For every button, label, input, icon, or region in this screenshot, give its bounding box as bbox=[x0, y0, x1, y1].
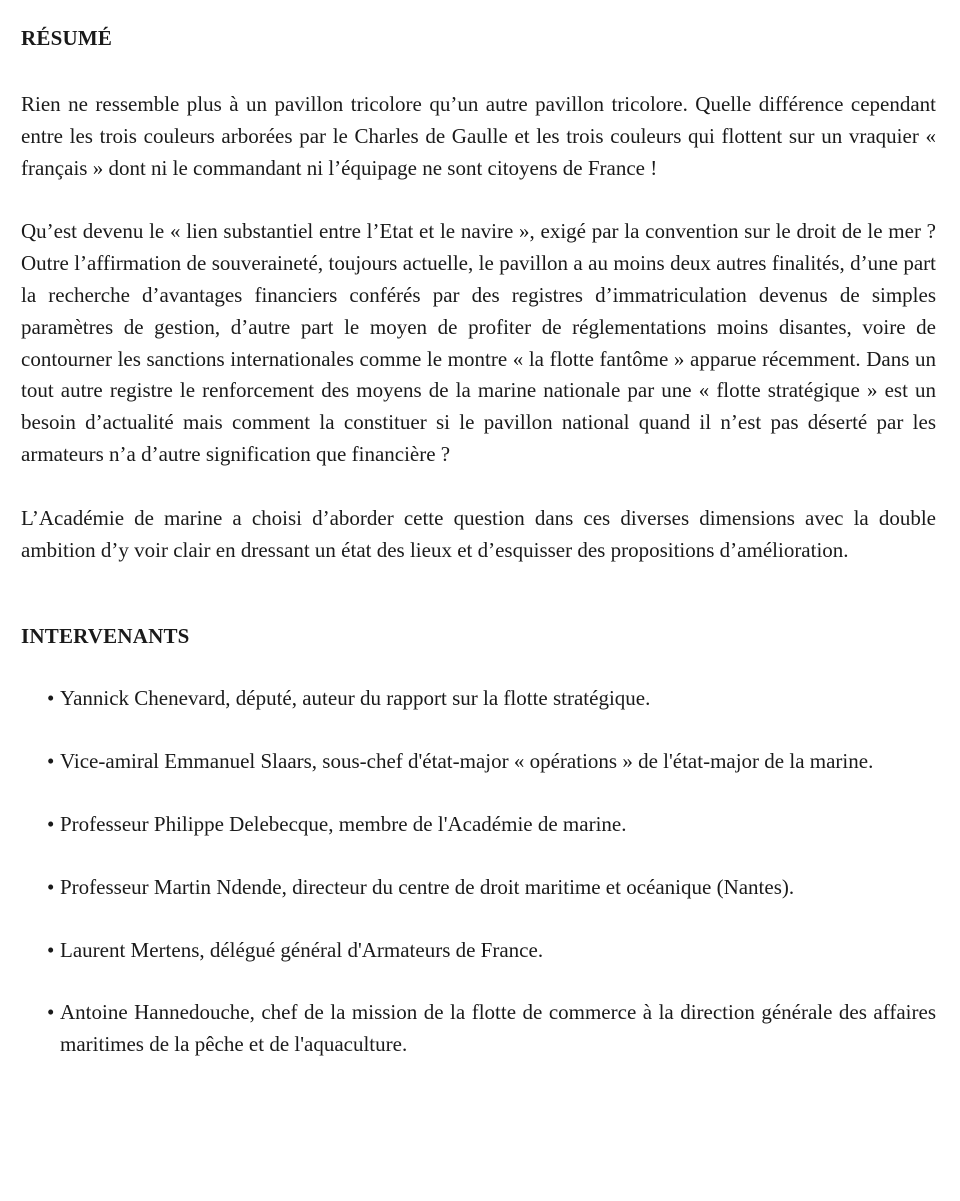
speakers-list bbox=[21, 683, 936, 1061]
bullet-icon: • bbox=[47, 811, 55, 836]
speaker-text: Professeur Philippe Delebecque, membre de l'Académie de marine. bbox=[60, 811, 627, 836]
bullet-icon: • bbox=[47, 1000, 55, 1025]
summary-section bbox=[21, 22, 936, 566]
speaker-item bbox=[21, 683, 936, 715]
speaker-text: Laurent Mertens, délégué général d'Armateurs de France. bbox=[60, 937, 544, 962]
speakers-heading: INTERVENANTS bbox=[21, 624, 190, 649]
speaker-text: Yannick Chenevard, député, auteur du rapport sur la flotte stratégique. bbox=[60, 686, 651, 711]
speaker-text: Vice-amiral Emmanuel Slaars, sous-chef d'état-major « opérations » de l'état-major de la marine. bbox=[60, 749, 874, 774]
speaker-item bbox=[21, 872, 936, 904]
speaker-item bbox=[21, 809, 936, 841]
bullet-icon: • bbox=[47, 749, 55, 774]
bullet-icon: • bbox=[47, 874, 55, 899]
bullet-icon: • bbox=[47, 937, 55, 962]
summary-heading: RÉSUMÉ bbox=[21, 26, 113, 50]
speaker-text: Antoine Hannedouche, chef de la mission de la flotte de commerce à la direction générale des affaires maritimes de la pêche et de l'aquaculture. bbox=[60, 1000, 936, 1057]
summary-paragraph-3: L’Académie de marine a choisi d’aborder cette question dans ces diverses dimensions avec la double ambition d’y voir clair en dressant un état des lieux et d’esquisser des propositions d’amélioration. bbox=[21, 505, 936, 562]
speaker-text: Professeur Martin Ndende, directeur du centre de droit maritime et océanique (Nantes). bbox=[60, 874, 795, 899]
summary-paragraph-1: Rien ne ressemble plus à un pavillon tricolore qu’un autre pavillon tricolore. Quelle différence cependant entre les trois couleurs arborées par le Charles de Gaulle et les trois couleurs qui flottent sur un vraquier « français » dont ni le commandant ni l’équipage ne sont citoyens de France ! bbox=[21, 92, 936, 180]
speaker-item bbox=[21, 746, 936, 778]
speaker-item bbox=[21, 997, 936, 1061]
speaker-item bbox=[21, 935, 936, 967]
speakers-section bbox=[21, 620, 936, 1061]
bullet-icon: • bbox=[47, 686, 55, 711]
summary-paragraph-2: Qu’est devenu le « lien substantiel entre l’Etat et le navire », exigé par la convention sur le droit de le mer ? Outre l’affirmation de souveraineté, toujours actuelle, le pavillon a au moins deux autres finalités, d’une part la recherche d’avantages financiers conférés par des registres d’immatriculation devenus de simples paramètres de gestion, d’autre part le moyen de profiter de réglementations moins disantes, voire de contourner les sanctions internationales comme le montre « la flotte fantôme » apparue récemment. Dans un tout autre registre le renforcement des moyens de la marine nationale par une « flotte stratégique » est un besoin d’actualité mais comment la constituer si le pavillon national quand il n’est pas déserté par les armateurs n’a d’autre signification que financière ? bbox=[21, 219, 936, 466]
